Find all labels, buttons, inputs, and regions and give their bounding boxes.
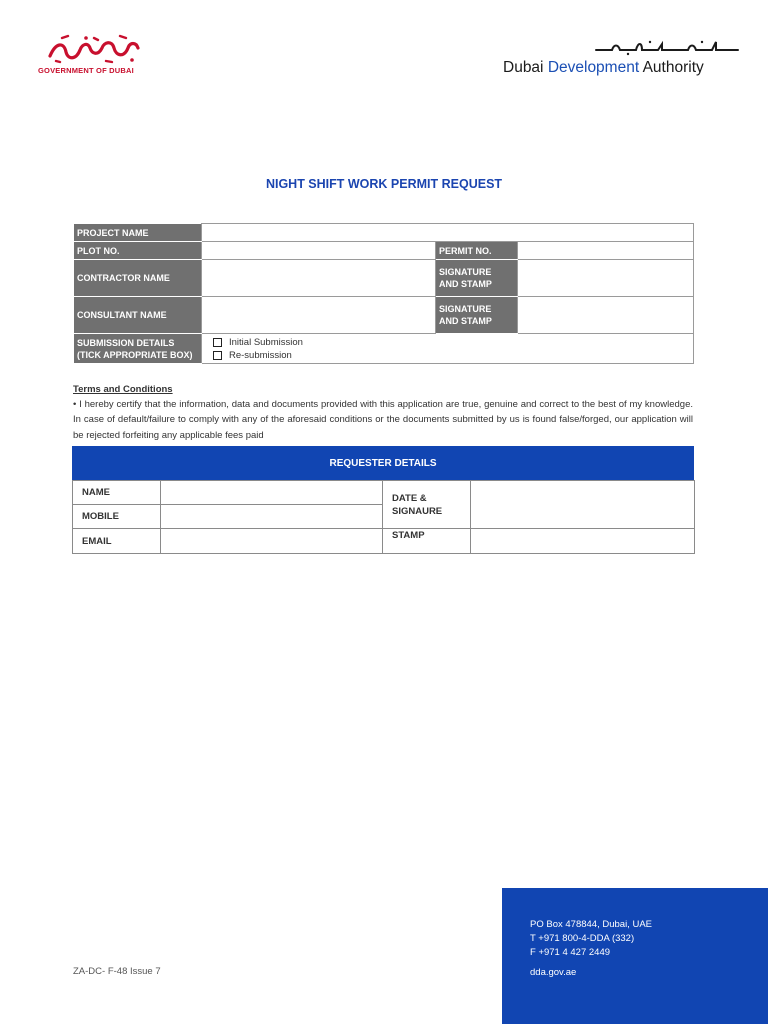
- gov-logo-text: GOVERNMENT OF DUBAI: [38, 66, 134, 75]
- consultant-signature-line2: AND STAMP: [439, 316, 492, 326]
- resubmission-label: Re-submission: [229, 349, 292, 361]
- resubmission-option[interactable]: [205, 349, 690, 362]
- permit-no-label: PERMIT NO.: [436, 242, 518, 260]
- dda-logo-word-authority: Authority: [642, 59, 704, 76]
- requester-email-field[interactable]: [161, 529, 383, 554]
- initial-submission-label: Initial Submission: [229, 336, 303, 348]
- consultant-signature-field[interactable]: [518, 297, 694, 334]
- requester-details-header: REQUESTER DETAILS: [72, 446, 694, 480]
- contractor-signature-field[interactable]: [518, 260, 694, 297]
- po-box: PO Box 478844, Dubai, UAE: [530, 919, 652, 930]
- form-code: ZA-DC- F-48 Issue 7: [73, 966, 161, 977]
- plot-no-label: PLOT NO.: [74, 242, 202, 260]
- submission-details-line1: SUBMISSION DETAILS: [77, 337, 175, 348]
- initial-submission-option[interactable]: [205, 336, 690, 349]
- date-signature-line2: SIGNAURE: [392, 505, 443, 517]
- telephone: T +971 800-4-DDA (332): [530, 933, 635, 944]
- initial-submission-checkbox[interactable]: [213, 338, 222, 347]
- stamp-label: STAMP: [383, 529, 471, 554]
- plot-no-field[interactable]: [202, 242, 436, 260]
- resubmission-checkbox[interactable]: [213, 351, 222, 360]
- consultant-signature-stamp-label: [436, 297, 518, 334]
- dda-arabic-logo: [592, 38, 742, 56]
- website-link[interactable]: dda.gov.ae: [530, 967, 577, 978]
- date-signature-label: [383, 481, 471, 529]
- arabic-calligraphy-logo: [42, 34, 142, 64]
- date-signature-line1: DATE &: [392, 492, 427, 504]
- dda-logo-text: [503, 59, 704, 77]
- contractor-name-label: CONTRACTOR NAME: [74, 260, 202, 297]
- contractor-signature-line2: AND STAMP: [439, 279, 492, 289]
- dda-logo-word-development: Development: [547, 59, 640, 76]
- requester-name-field[interactable]: [161, 481, 383, 505]
- document-title: NIGHT SHIFT WORK PERMIT REQUEST: [265, 177, 503, 191]
- requester-mobile-label: MOBILE: [73, 505, 161, 529]
- consultant-signature-line1: SIGNATURE: [439, 304, 492, 314]
- submission-options: [202, 334, 694, 364]
- project-details-table: [73, 223, 694, 364]
- consultant-name-field[interactable]: [202, 297, 436, 334]
- requester-name-label: NAME: [73, 481, 161, 505]
- contractor-signature-stamp-label: [436, 260, 518, 297]
- project-name-label: PROJECT NAME: [74, 224, 202, 242]
- contact-panel: [502, 888, 768, 1024]
- requester-email-label: EMAIL: [73, 529, 161, 554]
- submission-details-label: [74, 334, 202, 364]
- requester-details-table: [72, 480, 695, 554]
- date-signature-field[interactable]: [471, 481, 695, 529]
- dda-logo: [502, 38, 742, 84]
- permit-no-field[interactable]: [518, 242, 694, 260]
- contractor-signature-line1: SIGNATURE: [439, 267, 492, 277]
- consultant-name-label: CONSULTANT NAME: [74, 297, 202, 334]
- contractor-name-field[interactable]: [202, 260, 436, 297]
- dda-logo-word-dubai: Dubai: [503, 59, 544, 76]
- stamp-field[interactable]: [471, 529, 695, 554]
- project-name-field[interactable]: [202, 224, 694, 242]
- government-of-dubai-logo: [36, 34, 146, 80]
- requester-mobile-field[interactable]: [161, 505, 383, 529]
- fax: F +971 4 427 2449: [530, 947, 611, 958]
- submission-details-line2: (TICK APPROPRIATE BOX): [77, 349, 193, 360]
- terms-heading: Terms and Conditions: [73, 384, 173, 395]
- terms-text: • I hereby certify that the information, data and documents provided with this application are true, genuine and correct to the best of my knowledge. In case of default/failure to comply with any of the aforesaid conditions or the documents submitted by us is found false/forged, our application will be rejected forfeiting any applicable fees paid: [73, 399, 693, 441]
